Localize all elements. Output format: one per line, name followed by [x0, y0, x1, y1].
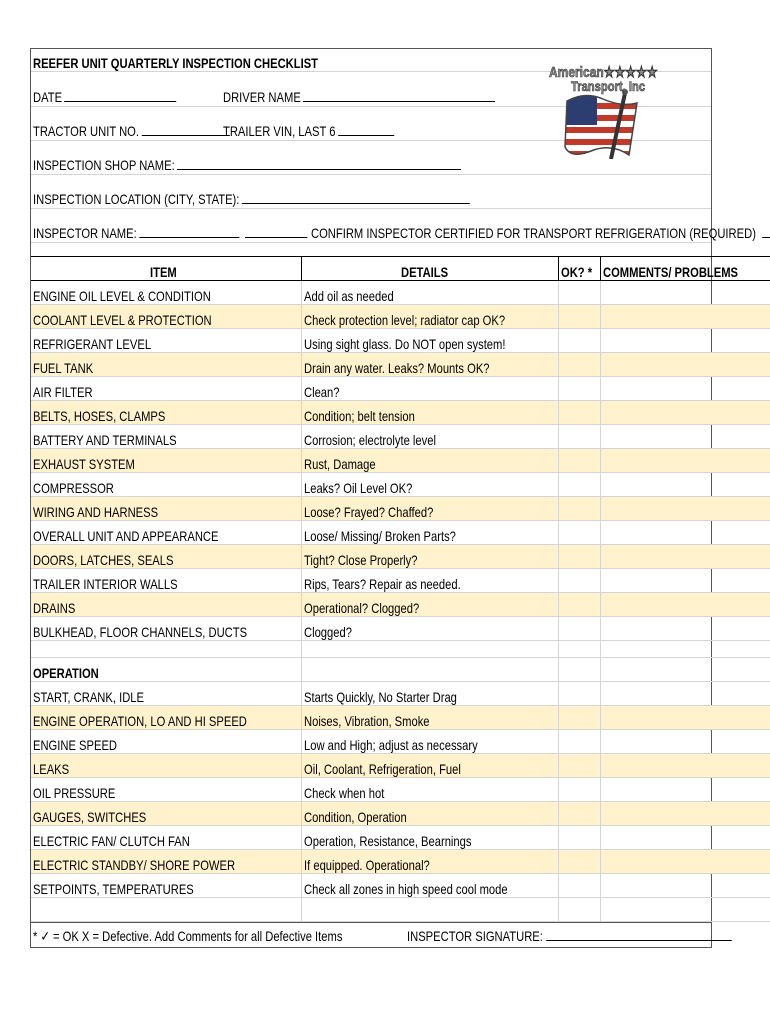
detail-cell: Operation, Resistance, Bearnings	[301, 826, 559, 850]
item-cell: DOORS, LATCHES, SEALS	[31, 545, 301, 569]
ok-checkbox-cell[interactable]	[559, 329, 601, 353]
detail-cell: Leaks? Oil Level OK?	[301, 473, 559, 497]
empty-cell	[601, 641, 770, 658]
comment-cell[interactable]	[601, 569, 770, 593]
details-header: DETAILS	[301, 257, 559, 281]
table-row	[31, 305, 770, 329]
table-row	[31, 401, 770, 425]
table-row	[31, 473, 770, 497]
item-cell: START, CRANK, IDLE	[31, 682, 301, 706]
table-row	[31, 682, 770, 706]
ok-checkbox-cell[interactable]	[559, 569, 601, 593]
detail-cell: Add oil as needed	[301, 281, 559, 305]
ok-checkbox-cell[interactable]	[559, 778, 601, 802]
empty-cell	[601, 658, 770, 682]
item-cell: GAUGES, SWITCHES	[31, 802, 301, 826]
detail-cell: Oil, Coolant, Refrigeration, Fuel	[301, 754, 559, 778]
ok-checkbox-cell[interactable]	[559, 401, 601, 425]
item-cell: TRAILER INTERIOR WALLS	[31, 569, 301, 593]
legend-text: * ✓ = OK X = Defective. Add Comments for all Defective Items	[33, 928, 343, 944]
checklist-table	[31, 256, 770, 922]
ok-checkbox-cell[interactable]	[559, 706, 601, 730]
confirm-certified-field[interactable]: CONFIRM INSPECTOR CERTIFIED FOR TRANSPORT REFRIGERATION (REQUIRED)	[311, 225, 770, 241]
operation-heading: OPERATION	[31, 658, 301, 682]
grid-line	[31, 208, 711, 209]
item-cell: LEAKS	[31, 754, 301, 778]
comment-cell[interactable]	[601, 730, 770, 754]
ok-checkbox-cell[interactable]	[559, 826, 601, 850]
item-cell: EXHAUST SYSTEM	[31, 449, 301, 473]
item-cell: ELECTRIC STANDBY/ SHORE POWER	[31, 850, 301, 874]
item-cell: REFRIGERANT LEVEL	[31, 329, 301, 353]
empty-cell	[601, 898, 770, 922]
item-cell: DRAINS	[31, 593, 301, 617]
empty-cell	[31, 898, 301, 922]
item-cell: WIRING AND HARNESS	[31, 497, 301, 521]
item-cell: ELECTRIC FAN/ CLUTCH FAN	[31, 826, 301, 850]
comment-cell[interactable]	[601, 449, 770, 473]
checklist-form	[30, 48, 756, 948]
ok-checkbox-cell[interactable]	[559, 497, 601, 521]
item-cell: FUEL TANK	[31, 353, 301, 377]
table-row	[31, 329, 770, 353]
comment-cell[interactable]	[601, 682, 770, 706]
comment-cell[interactable]	[601, 874, 770, 898]
ok-checkbox-cell[interactable]	[559, 425, 601, 449]
comment-cell[interactable]	[601, 377, 770, 401]
comment-cell[interactable]	[601, 401, 770, 425]
ok-checkbox-cell[interactable]	[559, 377, 601, 401]
item-cell: OIL PRESSURE	[31, 778, 301, 802]
company-logo	[545, 63, 658, 159]
detail-cell: If equipped. Operational?	[301, 850, 559, 874]
table-row	[31, 425, 770, 449]
ok-checkbox-cell[interactable]	[559, 617, 601, 641]
empty-cell	[301, 898, 559, 922]
detail-cell: Tight? Close Properly?	[301, 545, 559, 569]
table-row	[31, 593, 770, 617]
table-row	[31, 353, 770, 377]
footer	[31, 922, 711, 949]
comment-cell[interactable]	[601, 826, 770, 850]
comment-cell[interactable]	[601, 521, 770, 545]
detail-cell: Check all zones in high speed cool mode	[301, 874, 559, 898]
ok-checkbox-cell[interactable]	[559, 754, 601, 778]
table-row	[31, 281, 770, 305]
driver-name-field[interactable]: DRIVER NAME	[223, 89, 563, 105]
comments-header: COMMENTS/ PROBLEMS	[601, 257, 770, 281]
table-row	[31, 617, 770, 641]
item-header: ITEM	[31, 257, 301, 281]
comment-cell[interactable]	[601, 353, 770, 377]
item-cell: AIR FILTER	[31, 377, 301, 401]
inspection-shop-field[interactable]: INSPECTION SHOP NAME:	[33, 157, 568, 173]
ok-checkbox-cell[interactable]	[559, 353, 601, 377]
item-cell: ENGINE OPERATION, LO AND HI SPEED	[31, 706, 301, 730]
ok-checkbox-cell[interactable]	[559, 521, 601, 545]
ok-checkbox-cell[interactable]	[559, 449, 601, 473]
comment-cell[interactable]	[601, 593, 770, 617]
item-cell: COOLANT LEVEL & PROTECTION	[31, 305, 301, 329]
detail-cell: Corrosion; electrolyte level	[301, 425, 559, 449]
comment-cell[interactable]	[601, 305, 770, 329]
ok-checkbox-cell[interactable]	[559, 281, 601, 305]
detail-cell: Starts Quickly, No Starter Drag	[301, 682, 559, 706]
grid-line	[31, 174, 711, 175]
table-row	[31, 850, 770, 874]
detail-cell: Low and High; adjust as necessary	[301, 730, 559, 754]
item-cell: ENGINE SPEED	[31, 730, 301, 754]
table-row	[31, 545, 770, 569]
detail-cell: Check protection level; radiator cap OK?	[301, 305, 559, 329]
empty-cell	[301, 641, 559, 658]
ok-header: OK? *	[559, 257, 601, 281]
comment-cell[interactable]	[601, 706, 770, 730]
detail-cell: Loose/ Missing/ Broken Parts?	[301, 521, 559, 545]
comment-cell[interactable]	[601, 754, 770, 778]
ok-checkbox-cell[interactable]	[559, 874, 601, 898]
table-row	[31, 449, 770, 473]
item-cell: ENGINE OIL LEVEL & CONDITION	[31, 281, 301, 305]
empty-cell	[559, 898, 601, 922]
inspector-name-field[interactable]: INSPECTOR NAME:	[33, 225, 376, 241]
detail-cell: Clogged?	[301, 617, 559, 641]
comment-cell[interactable]	[601, 473, 770, 497]
detail-cell: Loose? Frayed? Chaffed?	[301, 497, 559, 521]
item-cell: COMPRESSOR	[31, 473, 301, 497]
item-cell: BULKHEAD, FLOOR CHANNELS, DUCTS	[31, 617, 301, 641]
trailer-vin-field[interactable]: TRAILER VIN, LAST 6	[223, 123, 437, 139]
table-row	[31, 569, 770, 593]
comment-cell[interactable]	[601, 617, 770, 641]
comment-cell[interactable]	[601, 281, 770, 305]
ok-checkbox-cell[interactable]	[559, 730, 601, 754]
detail-cell: Rips, Tears? Repair as needed.	[301, 569, 559, 593]
ok-checkbox-cell[interactable]	[559, 545, 601, 569]
detail-cell: Condition; belt tension	[301, 401, 559, 425]
table-row	[31, 377, 770, 401]
comment-cell[interactable]	[601, 329, 770, 353]
logo-name: American★★★★★	[549, 64, 658, 81]
detail-cell: Drain any water. Leaks? Mounts OK?	[301, 353, 559, 377]
table-row	[31, 497, 770, 521]
comment-cell[interactable]	[601, 850, 770, 874]
table-row	[31, 778, 770, 802]
comment-cell[interactable]	[601, 497, 770, 521]
detail-cell: Condition, Operation	[301, 802, 559, 826]
inspection-location-field[interactable]: INSPECTION LOCATION (CITY, STATE):	[33, 191, 579, 207]
empty-cell	[301, 658, 559, 682]
detail-cell: Clean?	[301, 377, 559, 401]
logo-subname: Transport, Inc	[571, 78, 646, 94]
comment-cell[interactable]	[601, 545, 770, 569]
table-row	[31, 802, 770, 826]
item-cell: SETPOINTS, TEMPERATURES	[31, 874, 301, 898]
section-heading-row	[31, 658, 770, 682]
ok-checkbox-cell[interactable]	[559, 305, 601, 329]
detail-cell: Operational? Clogged?	[301, 593, 559, 617]
item-cell: BATTERY AND TERMINALS	[31, 425, 301, 449]
ok-checkbox-cell[interactable]	[559, 850, 601, 874]
empty-cell	[559, 641, 601, 658]
ok-checkbox-cell[interactable]	[559, 802, 601, 826]
ok-checkbox-cell[interactable]	[559, 473, 601, 497]
comment-cell[interactable]	[601, 802, 770, 826]
detail-cell: Rust, Damage	[301, 449, 559, 473]
item-cell: OVERALL UNIT AND APPEARANCE	[31, 521, 301, 545]
table-row	[31, 874, 770, 898]
table-row	[31, 521, 770, 545]
table-row	[31, 754, 770, 778]
grid-line	[31, 242, 711, 243]
spacer-row	[31, 641, 770, 658]
empty-cell	[559, 658, 601, 682]
detail-cell: Check when hot	[301, 778, 559, 802]
table-row	[31, 706, 770, 730]
table-header	[31, 257, 770, 281]
comment-cell[interactable]	[601, 778, 770, 802]
ok-checkbox-cell[interactable]	[559, 593, 601, 617]
table-row	[31, 730, 770, 754]
detail-cell: Noises, Vibration, Smoke	[301, 706, 559, 730]
blank-row	[31, 898, 770, 922]
inspector-signature-field[interactable]: INSPECTOR SIGNATURE:	[407, 928, 770, 944]
empty-cell	[31, 641, 301, 658]
comment-cell[interactable]	[601, 425, 770, 449]
table-row	[31, 826, 770, 850]
tractor-unit-field[interactable]: TRACTOR UNIT NO.	[33, 123, 279, 139]
form-title: REEFER UNIT QUARTERLY INSPECTION CHECKLIST	[33, 55, 319, 71]
date-field[interactable]: DATE	[33, 89, 212, 105]
item-cell: BELTS, HOSES, CLAMPS	[31, 401, 301, 425]
detail-cell: Using sight glass. Do NOT open system!	[301, 329, 559, 353]
ok-checkbox-cell[interactable]	[559, 682, 601, 706]
